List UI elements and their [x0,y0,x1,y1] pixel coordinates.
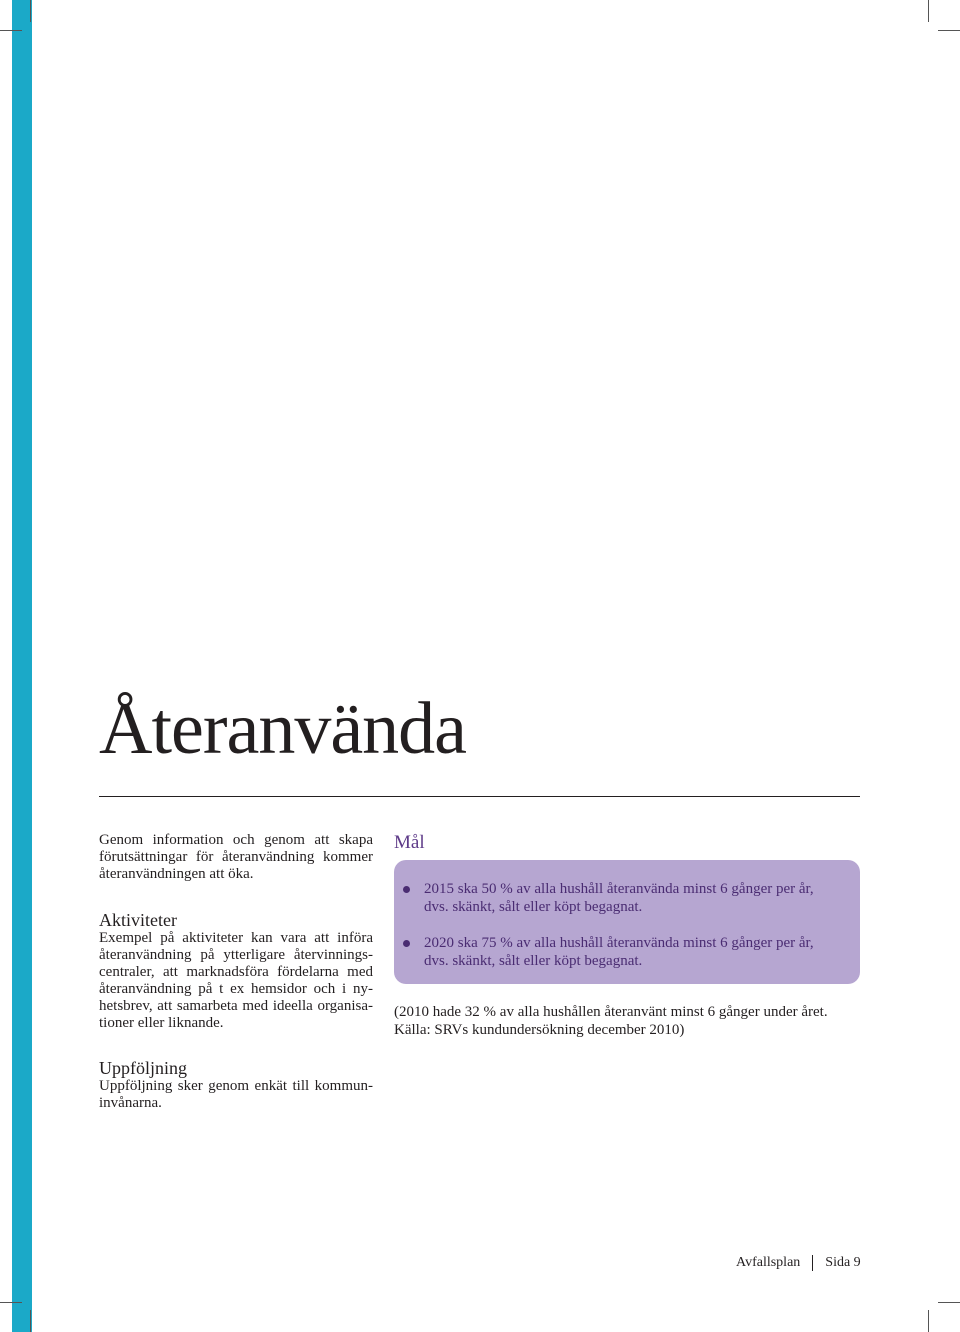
crop-mark [0,30,22,31]
crop-mark [928,0,929,22]
crop-mark [938,30,960,31]
note-line: (2010 hade 32 % av alla hushållen återanvänt minst 6 gånger under året. [394,1004,828,1020]
footer-divider [812,1255,813,1271]
goal-item [424,934,840,970]
footer-document-name: Avfallsplan [736,1255,801,1270]
title-divider [99,796,860,797]
intro-paragraph: Genom information och genom att skapa förutsättningar för återanvändning kommer återanvändningen att öka. [99,832,373,882]
followup-paragraph: Uppföljning sker genom enkät till kommuninvånarna. [99,1078,373,1111]
footer-page-number: Sida 9 [825,1255,861,1270]
accent-bar [12,0,32,1332]
goals-box [394,860,860,984]
crop-mark [928,1310,929,1332]
goal-item [424,880,840,916]
source-note [394,1003,864,1039]
activities-heading: Aktiviteter [99,910,177,930]
bullet-icon [403,940,410,947]
crop-mark [30,1310,31,1332]
followup-heading: Uppföljning [99,1058,187,1078]
goal-text: 2020 ska 75 % av alla hushåll återanvända minst 6 gånger per år, dvs. skänkt, sålt eller köpt begagnat. [424,935,814,969]
crop-mark [938,1302,960,1303]
goals-heading: Mål [394,832,425,853]
note-line: Källa: SRVs kundundersökning december 2010) [394,1022,685,1038]
activities-paragraph: Exempel på aktiviteter kan vara att införa återanvändning på ytterligare återvinningscentraler, att marknadsföra fördelarna med återanvändning på t ex hemsidor och i nyhetsbrev, att samarbeta med ideella organisationer eller liknande. [99,930,373,1031]
page-title: Återanvända [99,688,467,770]
goal-text: 2015 ska 50 % av alla hushåll återanvända minst 6 gånger per år, dvs. skänkt, sålt eller köpt begagnat. [424,881,814,915]
crop-mark [0,1302,22,1303]
crop-mark [30,0,31,22]
page-footer [736,1255,861,1271]
bullet-icon [403,886,410,893]
left-column [99,832,373,1112]
